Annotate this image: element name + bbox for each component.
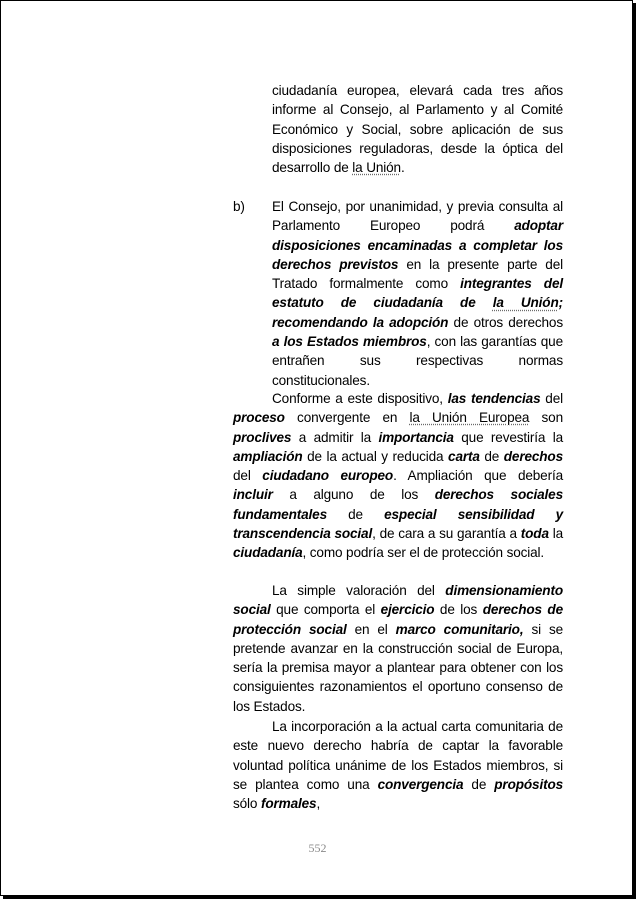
emphasis-text: ampliación [233,448,303,464]
paragraph-valoracion [233,581,563,716]
emphasis-text: ; recomendando la adopción [272,295,564,330]
text-run: , con las garantías que entrañen sus respectivas normas constitucionales. [272,334,563,388]
text-run: . Ampliación que debería [393,468,563,484]
text-run: . [400,160,405,176]
text-run: a admitir la [291,429,379,445]
spellcheck-underlined-text: la Unión [492,295,559,311]
emphasis-text: adoptar disposiciones encaminadas a completar los derechos previstos [272,218,563,272]
text-run: , de cara a su garantía a [372,526,521,542]
emphasis-text: propósitos [494,776,564,792]
text-run: que comporta el [270,602,381,618]
emphasis-text: toda [520,526,549,542]
text-run: , [316,796,321,812]
emphasis-text: ciudadanía [233,545,303,561]
emphasis-text: importancia [378,429,454,445]
emphasis-text: ciudadano europeo [262,468,394,484]
emphasis-text: carta [448,448,480,464]
paragraph-incorporacion [233,717,563,813]
text-run: del [540,391,563,406]
emphasis-text: integrantes del estatuto de ciudadanía de [272,276,563,311]
text-run: si se pretende avanzar en la construcción social de Europa, sería la premisa mayor a plantear para obtener con los consiguientes razonamientos el oportuno consenso de los Estados. [233,621,564,714]
text-run: , como podría ser el de protección social. [302,545,545,561]
emphasis-text: marco comunitario, [395,621,524,637]
text-run: en la presente parte del Tratado formalmente como [272,256,563,292]
emphasis-text: derechos de protección social [233,602,563,637]
spellcheck-underlined-text: la Unión [352,160,401,176]
emphasis-text: ejercicio [380,602,435,618]
emphasis-text: derechos [503,448,563,464]
emphasis-text: proceso [233,410,285,426]
text-run: sólo [233,796,261,812]
spellcheck-underlined-text: la Unión Europea [409,410,530,426]
list-marker-b: b) [233,199,245,214]
text-run: de otros derechos [448,314,563,330]
text-run: ciudadanía europea, elevará cada tres años informe al Consejo, al Parlamento y al Comité Económico y Social, sobre aplicación de sus disposiciones reguladoras, desde la óptica del desarrollo de [272,83,563,176]
paragraph-conforme [233,389,563,563]
emphasis-text: proclives [233,429,292,445]
emphasis-text: formales [260,796,317,812]
emphasis-text: a los Estados miembros [272,334,427,350]
text-run: a alguno de los [272,487,435,503]
text-run: Conforme a este dispositivo, [272,391,448,406]
text-run: de [326,506,385,522]
page-number: 552 [308,841,327,855]
emphasis-text: especial sensibilidad y transcendencia social [233,506,564,542]
text-run: El Consejo, por unanimidad, y previa consulta al Parlamento Europeo podrá [272,199,563,234]
text-run: de la actual y reducida [302,448,449,464]
emphasis-text: derechos sociales fundamentales [233,487,563,522]
text-run: del [233,468,263,484]
emphasis-text: dimensionamiento social [233,583,563,618]
list-item-a-continuation [272,81,563,177]
emphasis-text: convergencia [377,776,464,792]
emphasis-text: las tendencias [447,391,541,406]
list-item-b [272,197,563,390]
text-run: La incorporación a la actual carta comunitaria de este nuevo derecho habría de captar la favorable voluntad política unánime de los Estados miembros, si se plantea como una [233,719,563,792]
text-run: de [479,448,504,464]
text-run: de [463,776,495,792]
text-run: La simple valoración del [272,583,446,598]
text-run: son [529,410,563,426]
text-run: convergente en [284,410,410,426]
text-run: de los [434,602,483,618]
text-run: la [548,526,563,542]
text-run: en el [346,621,396,637]
emphasis-text: incluir [233,487,273,503]
text-run: que revestiría la [453,429,564,445]
